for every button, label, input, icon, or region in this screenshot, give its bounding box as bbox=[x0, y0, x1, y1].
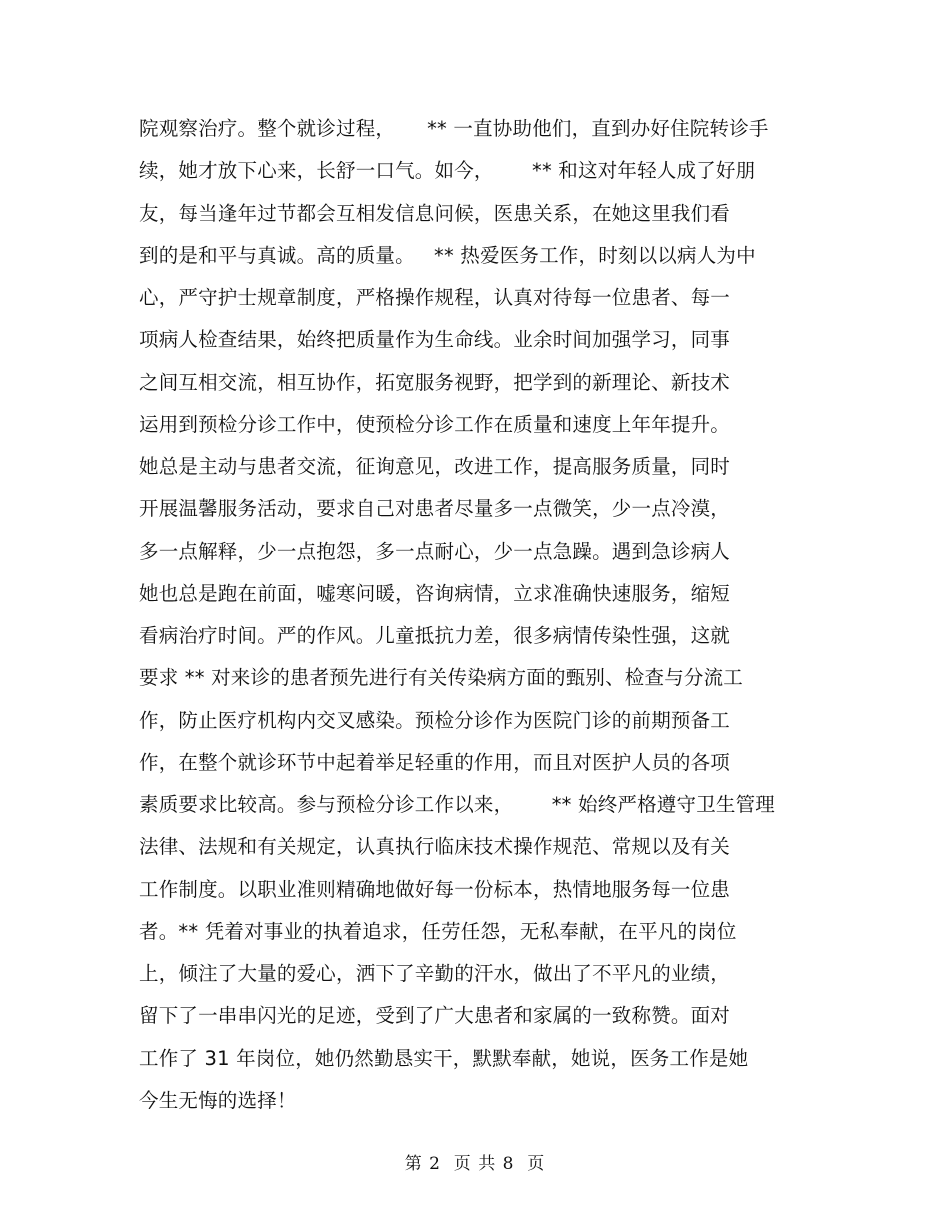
text-line: 续，她才放下心来，长舒一口气。如今， ** 和这对年轻人成了好朋 bbox=[139, 159, 756, 183]
text-line: 看病治疗时间。严的作风。儿童抵抗力差，很多病情传染性强，这就 bbox=[139, 624, 731, 647]
text-line: 她总是主动与患者交流，征询意见，改进工作，提高服务质量，同时 bbox=[139, 455, 731, 478]
text-line: 项病人检查结果，始终把质量作为生命线。业余时间加强学习，同事 bbox=[139, 328, 731, 352]
body-text bbox=[139, 108, 799, 1122]
text-line: 到的是和平与真诚。高的质量。 ** 热爱医务工作，时刻以以病人为中 bbox=[139, 243, 756, 267]
text-line: 她也总是跑在前面，嘘寒问暖，咨询病情，立求准确快速服务，缩短 bbox=[139, 581, 731, 605]
text-line: 素质要求比较高。参与预检分诊工作以来， ** 始终严格遵守卫生管理 bbox=[139, 793, 775, 816]
text-line: 工作了 31 年岗位，她仍然勤恳实干，默默奉献，她说，医务工作是她 bbox=[139, 1046, 749, 1070]
text-line: 作，在整个就诊环节中起着举足轻重的作用，而且对医护人员的各项 bbox=[139, 750, 731, 774]
text-line: 院观察治疗。整个就诊过程， ** 一直协助他们，直到办好住院转诊手 bbox=[139, 117, 769, 140]
page-number-footer: 第 2 页 共 8 页 bbox=[404, 1154, 546, 1174]
text-line: 留下了一串串闪光的足迹，受到了广大患者和家属的一致称赞。面对 bbox=[139, 1004, 731, 1028]
text-line: 要求 ** 对来诊的患者预先进行有关传染病方面的甄别、检查与分流工 bbox=[139, 666, 743, 690]
text-line: 心，严守护士规章制度，严格操作规程，认真对待每一位患者、每一 bbox=[139, 286, 731, 309]
text-line: 工作制度。以职业准则精确地做好每一份标本，热情地服务每一位患 bbox=[139, 877, 731, 901]
text-line: 作，防止医疗机构内交叉感染。预检分诊作为医院门诊的前期预备工 bbox=[139, 708, 731, 732]
text-line: 开展温馨服务活动，要求自己对患者尽量多一点微笑，少一点冷漠， bbox=[139, 497, 731, 521]
text-line: 今生无悔的选择！ bbox=[139, 1088, 297, 1112]
text-line: 运用到预检分诊工作中，使预检分诊工作在质量和速度上年年提升。 bbox=[139, 412, 731, 436]
text-line: 友，每当逢年过节都会互相发信息问候，医患关系，在她这里我们看 bbox=[139, 201, 731, 225]
text-line: 多一点解释，少一点抱怨，多一点耐心，少一点急躁。遇到急诊病人 bbox=[139, 539, 731, 563]
text-line: 之间互相交流，相互协作，拓宽服务视野，把学到的新理论、新技术 bbox=[139, 370, 731, 394]
text-line: 上，倾注了大量的爱心，洒下了辛勤的汗水，做出了不平凡的业绩， bbox=[139, 962, 731, 985]
text-line: 法律、法规和有关规定，认真执行临床技术操作规范、常规以及有关 bbox=[139, 835, 731, 859]
text-line: 者。** 凭着对事业的执着追求，任劳任怨，无私奉献，在平凡的岗位 bbox=[139, 919, 737, 943]
